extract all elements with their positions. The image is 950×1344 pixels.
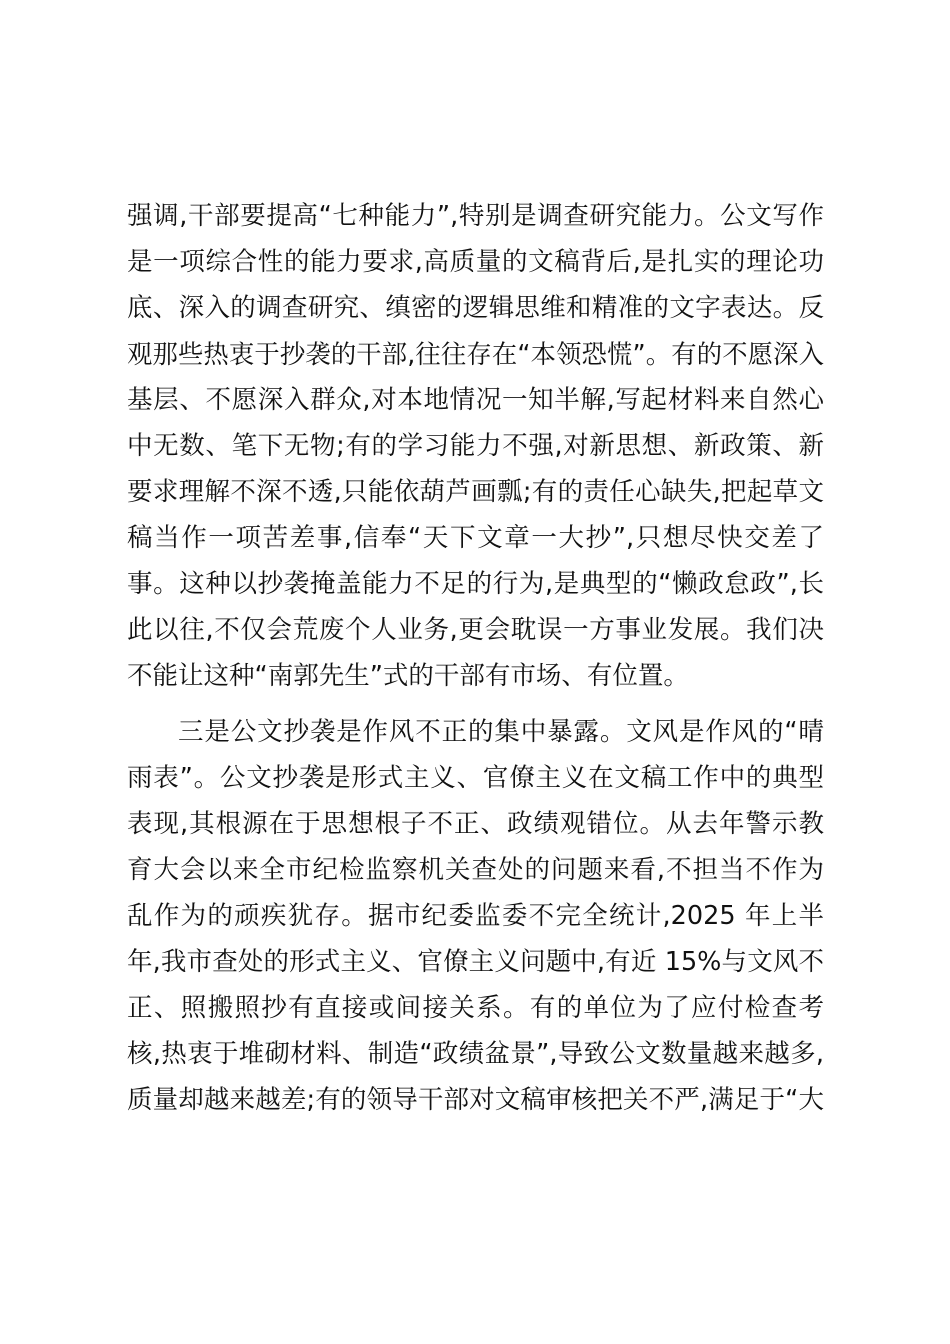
text-line: 雨表”。公文抄袭是形式主义、官僚主义在文稿工作中的典型 xyxy=(127,763,824,793)
text-line: 三是公文抄袭是作风不正的集中暴露。文风是作风的“晴 xyxy=(178,717,824,747)
text-line: 事。这种以抄袭掩盖能力不足的行为,是典型的“懒政怠政”,长 xyxy=(127,569,824,599)
paragraph-1 xyxy=(127,193,824,699)
text-line: 底、深入的调查研究、缜密的逻辑思维和精准的文字表达。反 xyxy=(127,293,824,323)
text-line: 观那些热衷于抄袭的干部,往往存在“本领恐慌”。有的不愿深入 xyxy=(127,339,824,369)
paragraph-2 xyxy=(127,709,824,1123)
document-body xyxy=(127,193,824,1123)
text-line: 要求理解不深不透,只能依葫芦画瓢;有的责任心缺失,把起草文 xyxy=(127,477,824,507)
text-line: 年,我市查处的形式主义、官僚主义问题中,有近 15%与文风不 xyxy=(127,947,824,977)
text-line: 中无数、笔下无物;有的学习能力不强,对新思想、新政策、新 xyxy=(127,431,824,461)
text-line: 核,热衷于堆砌材料、制造“政绩盆景”,导致公文数量越来越多, xyxy=(127,1039,824,1069)
text-line: 强调,干部要提高“七种能力”,特别是调查研究能力。公文写作 xyxy=(127,201,824,231)
text-line: 育大会以来全市纪检监察机关查处的问题来看,不担当不作为 xyxy=(127,855,824,885)
text-line: 表现,其根源在于思想根子不正、政绩观错位。从去年警示教 xyxy=(127,809,824,839)
text-line: 不能让这种“南郭先生”式的干部有市场、有位置。 xyxy=(127,661,689,691)
text-line: 乱作为的顽疾犹存。据市纪委监委不完全统计,2025 年上半 xyxy=(127,901,824,931)
text-line: 基层、不愿深入群众,对本地情况一知半解,写起材料来自然心 xyxy=(127,385,824,415)
text-line: 稿当作一项苦差事,信奉“天下文章一大抄”,只想尽快交差了 xyxy=(127,523,824,553)
text-line: 是一项综合性的能力要求,高质量的文稿背后,是扎实的理论功 xyxy=(127,247,824,277)
text-line: 正、照搬照抄有直接或间接关系。有的单位为了应付检查考 xyxy=(127,993,824,1023)
paragraph-spacer xyxy=(127,699,824,709)
text-line: 此以往,不仅会荒废个人业务,更会耽误一方事业发展。我们决 xyxy=(127,615,824,645)
text-line: 质量却越来越差;有的领导干部对文稿审核把关不严,满足于“大 xyxy=(127,1085,824,1115)
